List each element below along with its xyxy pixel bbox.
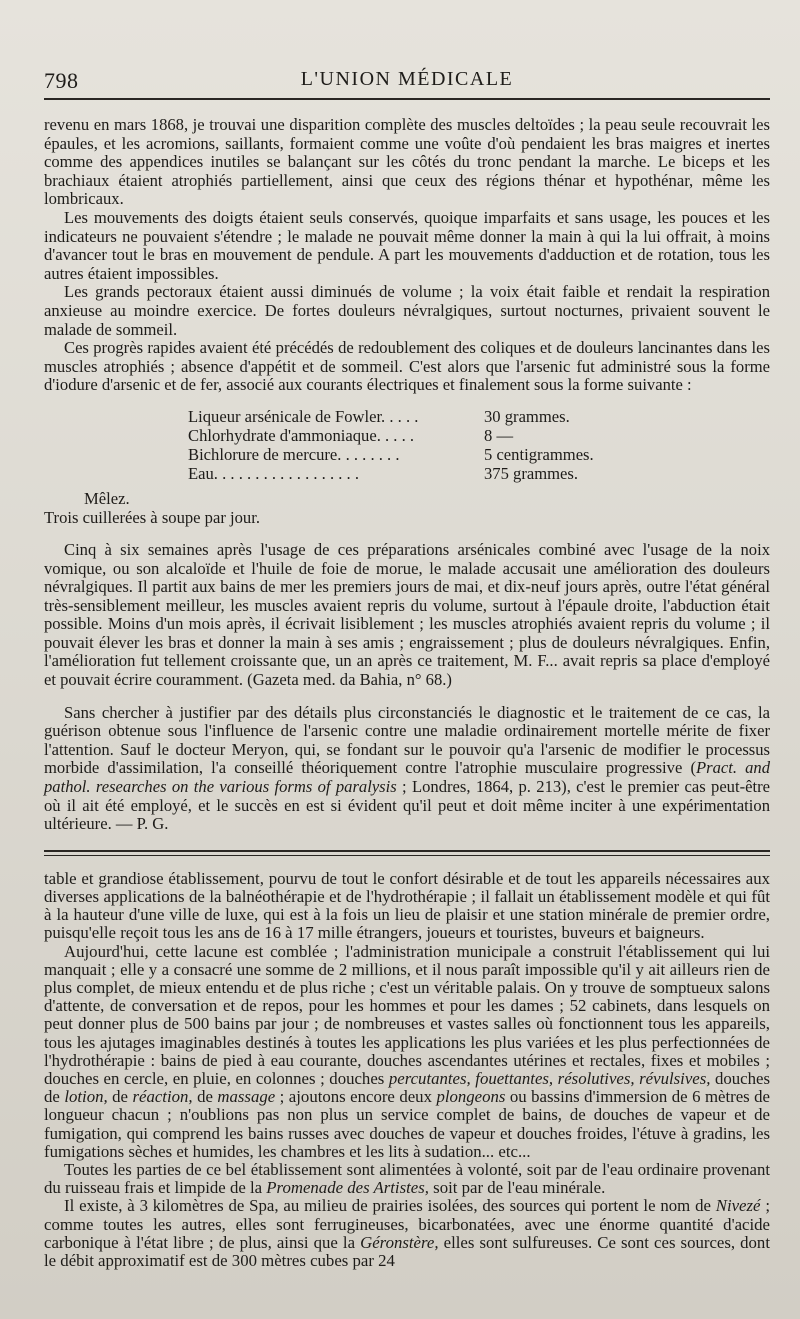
comment-reference: Pract. and pathol. researches on the various forms of paralysis xyxy=(44,758,770,797)
italic-run: Géronstère, xyxy=(360,1232,439,1252)
formula-row xyxy=(188,445,770,464)
editor-comment xyxy=(44,704,770,834)
comment-text: Sans chercher à justifier par des détails plus circonstanciés le diagnostic et le traitement de ce cas, la guérison obtenue sous l'influence de l'arsenic contre une maladie ordinairement mortelle mérite de fixer l'attention. Sauf le docteur Meryon, qui, se fondant sur le pouvoir qu'a l'arsenic de modifier le processus morbide d'assimilation, l'a conseillé théoriquement contre l'atrophie musculaire progressive ( xyxy=(44,702,770,778)
feuilleton-paragraph: table et grandiose établissement, pourvu de tout le confort désirable et de tout les appareils nécessaires aux diverses applications de la balnéothérapie et de l'hydrothérapie ; il fallait un établissement modèle et qui fût à la hauteur d'une ville de luxe, qui est à la fois un lieu de plaisir et une station minérale de premier ordre, puisqu'elle reçoit tous les ans de 16 à 17 mille étrangers, joueurs et touristes, buveurs et baigneurs. xyxy=(44,868,770,943)
journal-title: L'UNION MÉDICALE xyxy=(300,68,514,90)
text-run: ; ajoutons encore deux xyxy=(275,1087,437,1107)
feuilleton-paragraph xyxy=(44,1161,770,1197)
page-header xyxy=(44,58,770,98)
article-paragraph: Cinq à six semaines après l'usage de ces préparations arsénicales combiné avec l'usage de la noix vomique, ou son alcaloïde et l'huile de foie de morue, le malade accusait une amélioration des douleurs névralgiques. Il partit aux bains de mer les premiers jours de mai, et dix-neuf jours après, outre l'état général très-sensiblement meilleur, les muscles avaient repris du volume, surtout à l'épaule droite, l'abduction était possible. Moins d'un mois après, il écrivait lisiblement ; les muscles atrophiés avaient repris du volume ; il pouvait élever les bras et donner la main à ses amis ; engraissement ; plus de douleurs névralgiques. Enfin, l'amélioration fut tellement croissante que, un an après ce traitement, M. F... avait repris sa place d'employé et pouvait écrire couramment. (Gazeta med. da Bahia, n° 68.) xyxy=(44,539,770,690)
text-run: Toutes les parties de ce bel établissement sont alimentées à volonté, soit par de l'eau ordinaire provenant du ruisseau frais et limpide de la xyxy=(44,1160,770,1198)
formula-ingredient: Liqueur arsénicale de Fowler. . . . . xyxy=(188,406,419,426)
feuilleton-paragraph xyxy=(44,1197,770,1270)
formula-ingredient: Bichlorure de mercure. . . . . . . . xyxy=(188,444,400,464)
italic-run: percutantes, fouettantes, résolutives, révulsives, xyxy=(388,1069,711,1089)
formula-row xyxy=(188,426,770,445)
feuilleton-section xyxy=(44,870,770,1270)
text-run: de xyxy=(107,1087,133,1107)
formula-ingredient: Chlorhydrate d'ammoniaque. . . . . xyxy=(188,425,415,445)
formula-quantity: 30 grammes. xyxy=(484,406,570,426)
formula-row xyxy=(188,464,770,483)
page-number: 798 xyxy=(44,68,79,93)
formula-row xyxy=(188,407,770,426)
text-run: de xyxy=(192,1087,218,1107)
formula-instruction: Mêlez. xyxy=(84,488,130,508)
separator-rule xyxy=(44,850,770,852)
formula-quantity: 375 grammes. xyxy=(484,463,579,483)
text-run: ou bassins d'immersion de 6 mètres de longueur chacun ; n'oublions pas non plus un service complet de bains, de douches de vapeur et de fumigation, qui comprend les bains russes avec douches de vapeur et douches froides, l'étuve à gradins, les fumigations sèches et humides, les chambres et les lits à sudation... etc... xyxy=(44,1087,771,1161)
article-paragraph: Ces progrès rapides avaient été précédés de redoublement des coliques et de douleurs lancinantes dans les muscles atrophiés ; absence d'appétit et de sommeil. C'est alors que l'arsenic fut administré sous la forme d'iodure d'arsenic et de fer, associé aux courants électriques et finalement sous la forme suivante : xyxy=(44,338,770,395)
header-rule xyxy=(44,98,770,100)
article-paragraph: Les grands pectoraux étaient aussi diminués de volume ; la voix était faible et rendait la respiration anxieuse au moindre exercice. De fortes douleurs névralgiques, surtout nocturnes, privaient souvent le malade de sommeil. xyxy=(44,282,770,339)
dosage-instruction: Trois cuillerées à soupe par jour. xyxy=(44,507,260,527)
text-run: ; comme toutes les autres, elles sont ferrugineuses, bicarbonatées, avec une énorme quantité d'acide carbonique à l'état libre ; de plus, ainsi que la xyxy=(44,1196,770,1252)
italic-run: plongeons xyxy=(436,1087,506,1107)
italic-run: Promenade des Artistes, xyxy=(266,1178,429,1198)
italic-run: lotion, xyxy=(64,1087,108,1107)
text-run: elles sont sulfureuses. Ce sont ces sources, dont le débit approximatif est de 300 mètres cubes par 24 xyxy=(44,1232,770,1271)
italic-run: massage xyxy=(217,1087,276,1107)
text-run: soit par de l'eau minérale. xyxy=(428,1178,606,1198)
article-body xyxy=(44,116,770,834)
text-run: Aujourd'hui, cette lacune est comblée ; l'administration municipale a construit l'établissement qui lui manquait ; elle y a consacré une somme de 2 millions, et il nous paraît impossible qu'il y ait ailleurs rien de plus complet, de mieux entendu et de plus riche ; c'est un véritable palais. On y trouve de somptueux salons d'attente, de conversation et de repos, pour les hommes et pour les dames ; 52 cabinets, dans lesquels on peut donner plus de 500 bains par jour ; de nombreuses et vastes salles où fonctionnent tous les appareils, tous les ajutages imaginables destinés à toutes les applications les plus variées et les plus perfectionnées de l'hydrothérapie : bains de pied à eau courante, douches ascendantes utérines et rectales, fixes et mobiles ; douches en cercle, en pluie, en colonnes ; douches xyxy=(44,941,770,1089)
italic-run: réaction, xyxy=(132,1087,193,1107)
separator-rule xyxy=(44,855,770,856)
feuilleton-paragraph xyxy=(44,943,770,1161)
feuilleton-separator xyxy=(44,850,770,856)
text-run: douches de xyxy=(44,1069,771,1107)
article-paragraph: Les mouvements des doigts étaient seuls conservés, quoique imparfaits et sans usage, les pouces et les indicateurs ne pouvaient s'étendre ; le malade ne pouvait même donner la main à qui la lui offrait, à moins d'avancer tout le bras en mouvement de pendule. A part les mouvements d'adduction et de rotation, tous les autres étaient impossibles. xyxy=(44,207,770,283)
comment-text: ; Londres, 1864, p. 213), c'est le premier cas peut-être où il ait été employé, et le succès en est si évident qu'il peut et doit même inciter à une expérimentation ultérieure. — P. G. xyxy=(44,777,770,834)
italic-run: Nivezé xyxy=(715,1196,761,1216)
article-paragraph: revenu en mars 1868, je trouvai une disparition complète des muscles deltoïdes ; la peau seule recouvrait les épaules, et les acromions, saillants, formaient comme une voûte d'où pendaient les bras maigres et inertes comme des appendices inutiles se balançant sur les côtés du tronc pendant la marche. Le biceps et les brachiaux étaient atrophiés partiellement, ainsi que ceux des régions thénar et hypothénar, même les lombricaux. xyxy=(44,115,770,209)
formula-quantity: 5 centigrammes. xyxy=(484,444,594,464)
prescription-formula xyxy=(188,407,770,483)
formula-quantity: 8 — xyxy=(484,425,514,445)
text-run: Il existe, à 3 kilomètres de Spa, au milieu de prairies isolées, des sources qui portent le nom de xyxy=(64,1196,716,1216)
formula-ingredient: Eau. . . . . . . . . . . . . . . . . . xyxy=(188,463,359,483)
